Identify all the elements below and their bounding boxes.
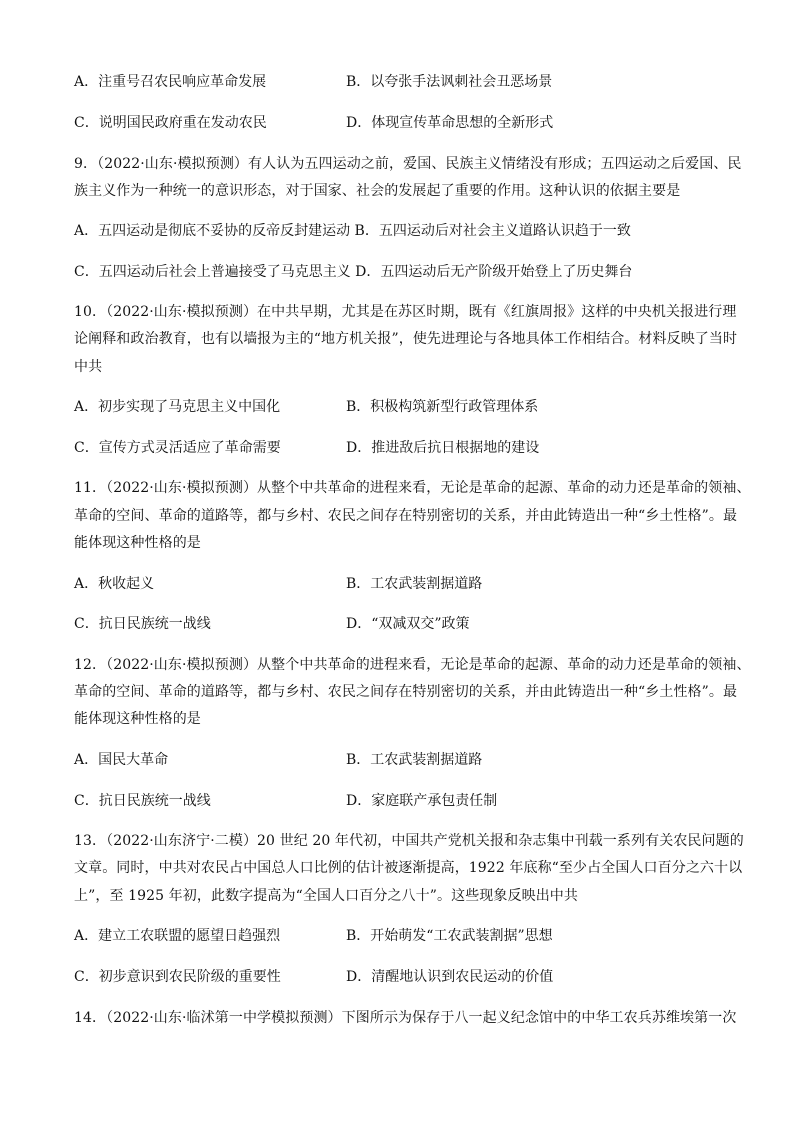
q13-option-c[interactable]: C．初步意识到农民阶级的重要性 xyxy=(74,969,281,985)
q9-stem-line-2: 族主义作为一种统一的意识形态，对于国家、社会的发展起了重要的作用。这种认识的依据主要是 xyxy=(74,183,681,199)
q10-option-a[interactable]: A．初步实现了马克思主义中国化 xyxy=(74,399,281,415)
q11-stem-line-1: 11．（2022·山东·模拟预测）从整个中共革命的进程来看，无论是革命的起源、革命的动力还是革命的领袖、 xyxy=(74,480,751,496)
q8-option-b[interactable]: B．以夸张手法讽刺社会丑恶场景 xyxy=(346,74,553,90)
q13-option-d[interactable]: D．清醒地认识到农民运动的价值 xyxy=(346,969,554,985)
q13-stem-line-1: 13．（2022·山东济宁·二模）20 世纪 20 年代初，中国共产党机关报和杂志集中刊载一系列有关农民问题的 xyxy=(74,833,744,849)
q9-stem-line-1: 9．（2022·山东·模拟预测）有人认为五四运动之前，爱国、民族主义情绪没有形成；五四运动之后爱国、民 xyxy=(74,156,742,172)
q9-options-cd[interactable]: C．五四运动后社会上普遍接受了马克思主义 D．五四运动后无产阶级开始登上了历史舞台 xyxy=(74,264,633,280)
q12-stem-line-2: 革命的空间、革命的道路等，都与乡村、农民之间存在特别密切的关系，并由此铸造出一种“乡土性格”。最 xyxy=(74,684,738,700)
q12-option-c[interactable]: C．抗日民族统一战线 xyxy=(74,793,211,809)
q13-option-a[interactable]: A．建立工农联盟的愿望日趋强烈 xyxy=(74,928,281,944)
q11-stem-line-2: 革命的空间、革命的道路等，都与乡村、农民之间存在特别密切的关系，并由此铸造出一种“乡土性格”。最 xyxy=(74,508,738,524)
q12-option-a[interactable]: A．国民大革命 xyxy=(74,752,169,768)
q13-stem-line-3: 上”，至 1925 年初，此数字提高为“全国人口百分之八十”。这些现象反映出中共 xyxy=(74,888,578,904)
q12-stem-line-1: 12．（2022·山东·模拟预测）从整个中共革命的进程来看，无论是革命的起源、革命的动力还是革命的领袖、 xyxy=(74,657,751,673)
q11-option-d[interactable]: D．“双减双交”政策 xyxy=(346,616,470,632)
q10-stem-line-3: 中共 xyxy=(74,359,103,375)
q8-option-d[interactable]: D．体现宣传革命思想的全新形式 xyxy=(346,115,554,131)
q11-stem-line-3: 能体现这种性格的是 xyxy=(74,535,201,551)
q14-stem-line-1: 14．（2022·山东·临沭第一中学模拟预测）下图所示为保存于八一起义纪念馆中的中华工农兵苏维埃第一次 xyxy=(74,1010,737,1026)
q12-option-d[interactable]: D．家庭联产承包责任制 xyxy=(346,793,498,809)
q12-stem-line-3: 能体现这种性格的是 xyxy=(74,711,201,727)
q13-stem-line-2: 文章。同时，中共对农民占中国总人口比例的估计被逐渐提高，1922 年底称“至少占全国人口百分之六十以 xyxy=(74,860,743,876)
q11-option-a[interactable]: A．秋收起义 xyxy=(74,576,155,592)
q10-option-d[interactable]: D．推进敌后抗日根据地的建设 xyxy=(346,440,540,456)
q13-option-b[interactable]: B．开始萌发“工农武装割据”思想 xyxy=(346,928,553,944)
q8-option-c[interactable]: C．说明国民政府重在发动农民 xyxy=(74,115,267,131)
q12-option-b[interactable]: B．工农武装割据道路 xyxy=(346,752,483,768)
q9-options-ab[interactable]: A．五四运动是彻底不妥协的反帝反封建运动 B．五四运动后对社会主义道路认识趋于一致 xyxy=(74,223,631,239)
q11-option-c[interactable]: C．抗日民族统一战线 xyxy=(74,616,211,632)
q10-stem-line-1: 10．（2022·山东·模拟预测）在中共早期，尤其是在苏区时期，既有《红旗周报》这样的中央机关报进行理 xyxy=(74,304,737,320)
q10-stem-line-2: 论阐释和政治教育，也有以墙报为主的“地方机关报”，使先进理论与各地具体工作相结合。材料反映了当时 xyxy=(74,331,738,347)
q10-option-c[interactable]: C．宣传方式灵活适应了革命需要 xyxy=(74,440,281,456)
q10-option-b[interactable]: B．积极构筑新型行政管理体系 xyxy=(346,399,539,415)
q8-option-a[interactable]: A．注重号召农民响应革命发展 xyxy=(74,74,267,90)
q11-option-b[interactable]: B．工农武装割据道路 xyxy=(346,576,483,592)
